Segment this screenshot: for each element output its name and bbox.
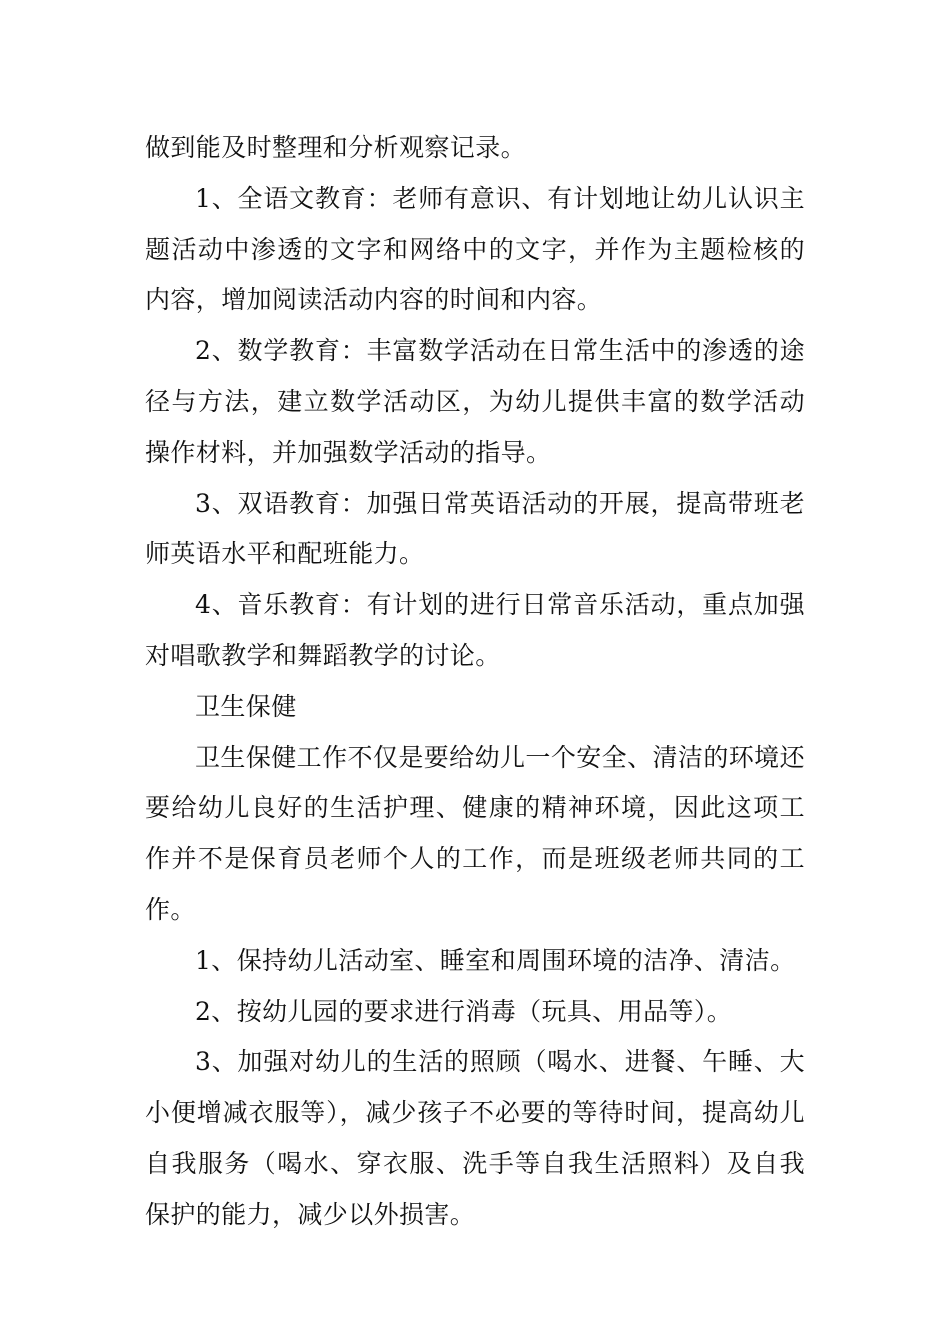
paragraph-health-care-intro: 卫生保健工作不仅是要给幼儿一个安全、清洁的环境还要给幼儿良好的生活护理、健康的精神环境，因此这项工作并不是保育员老师个人的工作，而是班级老师共同的工作。 [145, 742, 805, 924]
paragraph-music-education: 4、音乐教育：有计划的进行日常音乐活动，重点加强对唱歌教学和舞蹈教学的讨论。 [145, 590, 805, 670]
paragraph-disinfection: 2、按幼儿园的要求进行消毒（玩具、用品等）。 [195, 996, 733, 1026]
paragraph-math-education: 2、数学教育：丰富数学活动在日常生活中的渗透的途径与方法，建立数学活动区，为幼儿提供丰富的数学活动操作材料，并加强数学活动的指导。 [145, 336, 805, 467]
document-body [145, 123, 805, 1241]
paragraph-daily-care: 3、加强对幼儿的生活的照顾（喝水、进餐、午睡、大小便增减衣服等），减少孩子不必要的等待时间，提高幼儿自我服务（喝水、穿衣服、洗手等自我生活照料）及自我保护的能力，减少以外损害。 [145, 1047, 805, 1229]
paragraph-whole-language-education: 1、全语文教育：老师有意识、有计划地让幼儿认识主题活动中渗透的文字和网络中的文字，并作为主题检核的内容，增加阅读活动内容的时间和内容。 [145, 183, 805, 315]
paragraph-bilingual-education: 3、双语教育：加强日常英语活动的开展，提高带班老师英语水平和配班能力。 [145, 488, 805, 569]
paragraph-continuation: 做到能及时整理和分析观察记录。 [145, 133, 527, 162]
paragraph-keep-clean: 1、保持幼儿活动室、睡室和周围环境的洁净、清洁。 [195, 945, 796, 975]
section-heading-health-care: 卫生保健 [195, 691, 297, 721]
